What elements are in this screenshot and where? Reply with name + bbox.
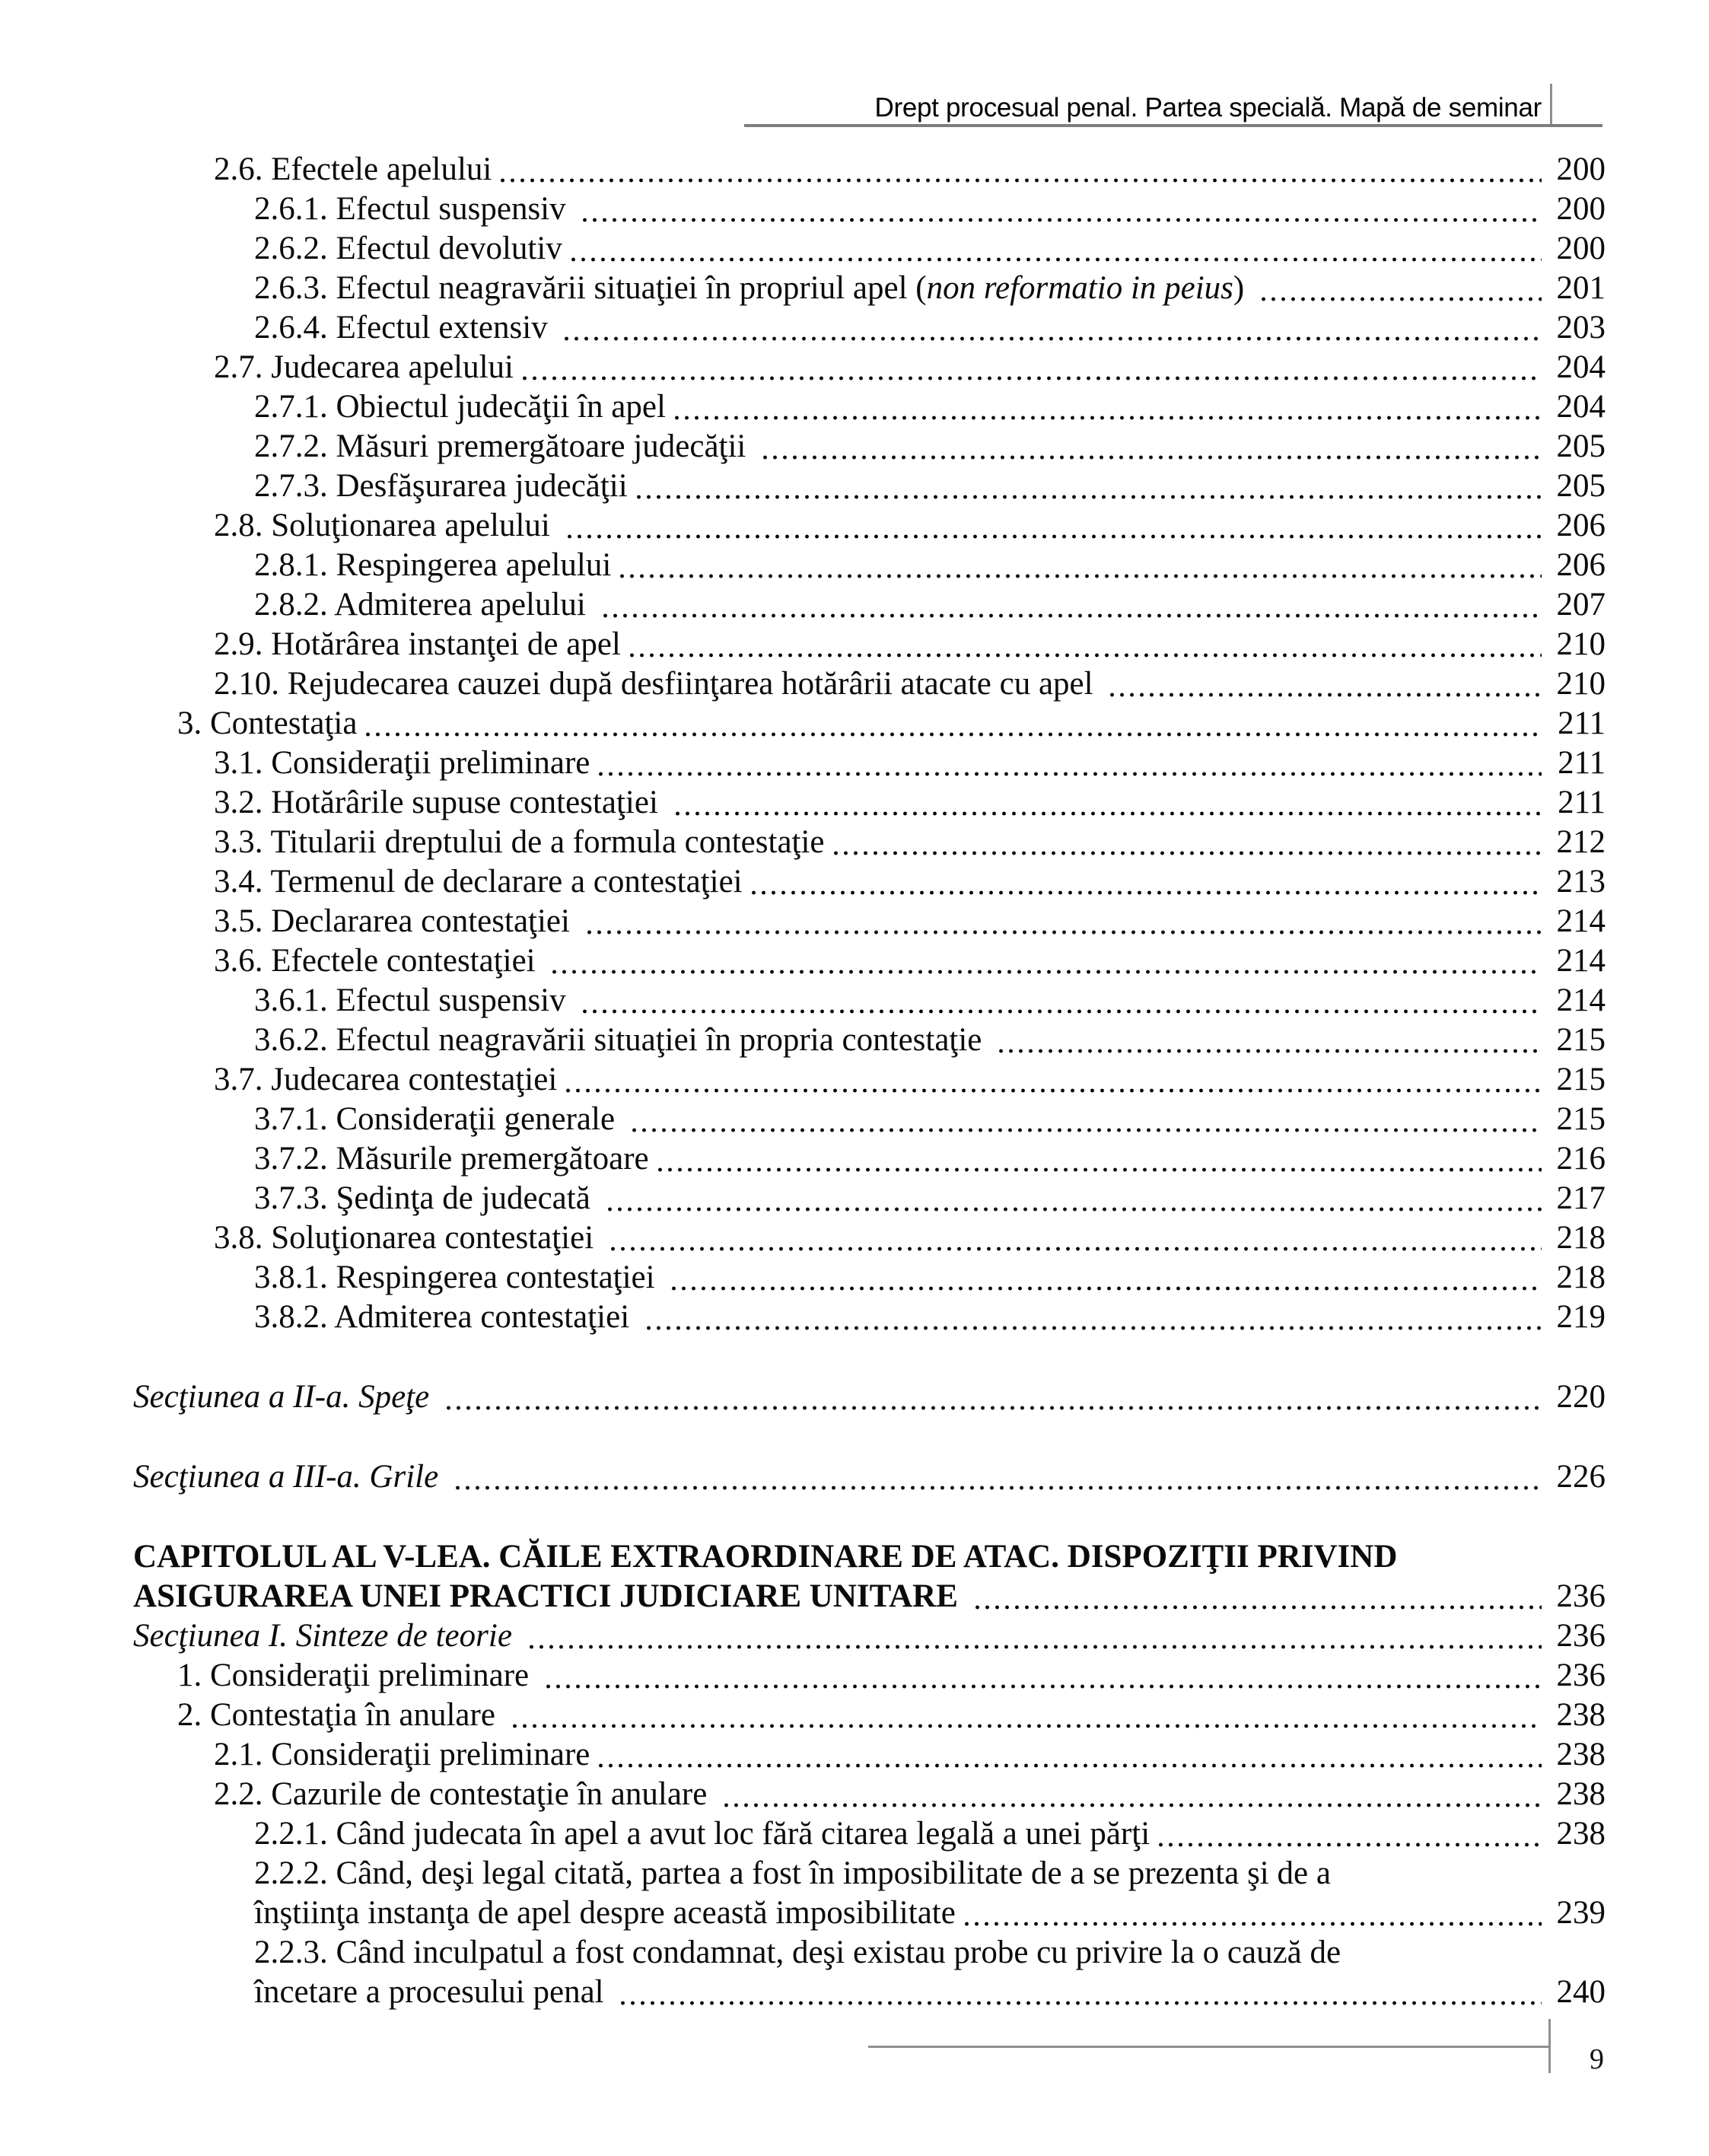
toc-entry bbox=[0, 1933, 1606, 1973]
toc-entry-text: Secţiunea a II-a. Speţe bbox=[133, 1379, 438, 1415]
toc-entry bbox=[0, 744, 1606, 783]
toc-entry-page: 226 bbox=[1556, 1459, 1606, 1495]
toc-entry-text: 2.6.4. Efectul extensiv bbox=[254, 310, 556, 346]
toc-entry-page: 210 bbox=[1556, 666, 1606, 702]
dot-leader bbox=[568, 257, 1542, 262]
toc-entry bbox=[0, 427, 1606, 467]
toc-entry-text: 2.6.1. Efectul suspensiv bbox=[254, 191, 574, 227]
dot-leader bbox=[644, 1326, 1542, 1330]
dot-leader bbox=[629, 1128, 1542, 1132]
dot-leader bbox=[498, 178, 1542, 183]
toc-entry bbox=[0, 467, 1606, 506]
toc-entry-text: 2.6.3. Efectul neagravării situaţiei în propriul apel (non reformatio in peius) bbox=[254, 270, 1252, 306]
dot-leader bbox=[972, 1605, 1542, 1610]
dot-leader bbox=[565, 534, 1542, 539]
toc-entry-page: 217 bbox=[1556, 1180, 1606, 1216]
toc-entry bbox=[0, 387, 1606, 427]
dot-leader bbox=[617, 574, 1542, 578]
toc-entry bbox=[0, 1893, 1606, 1933]
toc-entry-text: 3.2. Hotărârile supuse contestaţiei bbox=[214, 785, 667, 820]
toc-entry-text: 2.1. Consideraţii preliminare bbox=[214, 1737, 590, 1772]
toc-entry-text: 2.7. Judecarea apelului bbox=[214, 349, 514, 385]
footer-tick-mark bbox=[1548, 2019, 1551, 2073]
toc-entry-text: încetare a procesului penal bbox=[254, 1974, 613, 2010]
toc-entry bbox=[0, 1021, 1606, 1060]
toc-entry-text: Secţiunea a III-a. Grile bbox=[133, 1459, 447, 1495]
toc-entry-page: 236 bbox=[1556, 1578, 1606, 1614]
toc-entry bbox=[0, 1218, 1606, 1258]
toc-entry-text: 3. Contestaţia bbox=[177, 705, 358, 741]
toc-entry bbox=[0, 1735, 1606, 1775]
toc-entry-page: 201 bbox=[1556, 270, 1606, 306]
toc-entry-text: 2.9. Hotărârea instanţei de apel bbox=[214, 626, 621, 662]
toc-entry-page: 236 bbox=[1556, 1658, 1606, 1693]
toc-entry bbox=[0, 1457, 1606, 1497]
toc-entry-page: 220 bbox=[1556, 1379, 1606, 1415]
dot-leader bbox=[549, 970, 1542, 974]
toc-entry-page: 219 bbox=[1556, 1299, 1606, 1335]
toc-entry bbox=[0, 189, 1606, 229]
dot-leader bbox=[627, 653, 1542, 658]
dot-leader bbox=[584, 930, 1542, 935]
dot-leader bbox=[453, 1486, 1542, 1490]
toc-entry bbox=[0, 902, 1606, 941]
dot-leader bbox=[444, 1406, 1542, 1410]
toc-entry-page: 216 bbox=[1556, 1141, 1606, 1177]
toc-entry-page: 238 bbox=[1556, 1776, 1606, 1812]
dot-leader bbox=[605, 1207, 1542, 1212]
dot-leader bbox=[363, 732, 1542, 737]
toc-entry bbox=[0, 1537, 1606, 1577]
toc-entry bbox=[0, 1377, 1606, 1417]
dot-leader bbox=[655, 1167, 1542, 1172]
toc-entry-page: 205 bbox=[1556, 428, 1606, 464]
dot-leader bbox=[1156, 1842, 1542, 1847]
toc-entry-text: 2.6. Efectele apelului bbox=[214, 151, 492, 187]
toc-entry-page: 214 bbox=[1556, 903, 1606, 939]
toc-entry-text: 2.10. Rejudecarea cauzei după desfiinţarea hotărârii atacate cu apel bbox=[214, 666, 1102, 702]
toc-entry-text: 3.7. Judecarea contestaţiei bbox=[214, 1062, 558, 1097]
toc-entry-text: 3.5. Declararea contestaţiei bbox=[214, 903, 578, 939]
toc-entry-page: 211 bbox=[1558, 745, 1606, 781]
toc-entry-page: 215 bbox=[1556, 1022, 1606, 1058]
toc-entry-text: 2.8. Soluţionarea apelului bbox=[214, 508, 559, 543]
dot-leader bbox=[1259, 297, 1542, 301]
toc-entry-text: 2.7.1. Obiectul judecăţii în apel bbox=[254, 389, 666, 425]
dot-leader bbox=[527, 1645, 1542, 1649]
toc-entry-page: 214 bbox=[1556, 943, 1606, 979]
dot-leader bbox=[520, 376, 1542, 381]
dot-leader bbox=[669, 1286, 1542, 1291]
toc-entry-page: 200 bbox=[1556, 231, 1606, 266]
toc-entry-text: 3.6.1. Efectul suspensiv bbox=[254, 982, 574, 1018]
dot-leader bbox=[563, 1088, 1542, 1093]
toc-entry bbox=[0, 1973, 1606, 2012]
toc-entry-text: 3.7.1. Consideraţii generale bbox=[254, 1101, 623, 1137]
toc-entry-text: Secţiunea I. Sinteze de teorie bbox=[133, 1618, 520, 1654]
page-number: 9 bbox=[1590, 2043, 1604, 2075]
toc-entry-text: 3.8.2. Admiterea contestaţiei bbox=[254, 1299, 638, 1335]
dot-leader bbox=[562, 336, 1542, 341]
toc-entry-text: ASIGURAREA UNEI PRACTICI JUDICIARE UNITARE bbox=[133, 1578, 966, 1614]
dot-leader bbox=[672, 416, 1542, 420]
toc-entry bbox=[0, 1060, 1606, 1100]
toc-entry bbox=[0, 783, 1606, 823]
dot-leader bbox=[543, 1684, 1542, 1689]
toc-entry-text: 2.7.3. Desfăşurarea judecăţii bbox=[254, 468, 628, 504]
toc-entry bbox=[0, 1139, 1606, 1179]
dot-leader bbox=[996, 1049, 1542, 1053]
toc-entry-page: 212 bbox=[1556, 824, 1606, 860]
toc-entry-text: înştiinţa instanţa de apel despre această imposibilitate bbox=[254, 1895, 956, 1931]
dot-leader bbox=[580, 1009, 1542, 1014]
toc-entry-text: 3.7.2. Măsurile premergătoare bbox=[254, 1141, 649, 1177]
toc-entry-page: 218 bbox=[1556, 1260, 1606, 1295]
toc-entry bbox=[0, 981, 1606, 1021]
toc-entry-text: 2.7.2. Măsuri premergătoare judecăţii bbox=[254, 428, 755, 464]
toc-entry-page: 204 bbox=[1556, 349, 1606, 385]
toc-entry-text: CAPITOLUL AL V-LEA. CĂILE EXTRAORDINARE DE ATAC. DISPOZIŢII PRIVIND bbox=[133, 1539, 1398, 1575]
toc-entry-page: 236 bbox=[1556, 1618, 1606, 1654]
toc-entry bbox=[0, 546, 1606, 585]
dot-leader bbox=[580, 218, 1542, 222]
dot-leader bbox=[634, 495, 1542, 499]
toc-entry-page: 204 bbox=[1556, 389, 1606, 425]
toc-entry bbox=[0, 941, 1606, 981]
toc bbox=[0, 150, 1606, 2012]
toc-entry-page: 211 bbox=[1558, 785, 1606, 820]
toc-entry bbox=[0, 1179, 1606, 1218]
toc-entry-text: 2.6.2. Efectul devolutiv bbox=[254, 231, 562, 266]
toc-entry-page: 215 bbox=[1556, 1101, 1606, 1137]
toc-entry-text: 2. Contestaţia în anulare bbox=[177, 1697, 504, 1733]
toc-entry-text: 3.3. Titularii dreptului de a formula contestaţie bbox=[214, 824, 825, 860]
toc-entry-page: 218 bbox=[1556, 1220, 1606, 1256]
toc-entry-page: 205 bbox=[1556, 468, 1606, 504]
toc-entry bbox=[0, 269, 1606, 308]
toc-entry-page: 206 bbox=[1556, 508, 1606, 543]
toc-entry-page: 211 bbox=[1558, 705, 1606, 741]
toc-entry-page: 238 bbox=[1556, 1816, 1606, 1852]
toc-entry-text: 2.2.3. Când inculpatul a fost condamnat, deşi existau probe cu privire la o cauză de bbox=[254, 1935, 1341, 1970]
dot-leader bbox=[962, 1922, 1542, 1926]
toc-entry-page: 206 bbox=[1556, 547, 1606, 583]
dot-leader bbox=[721, 1803, 1542, 1807]
toc-entry-text: 3.8.1. Respingerea contestaţiei bbox=[254, 1260, 664, 1295]
toc-entry-page: 240 bbox=[1556, 1974, 1606, 2010]
dot-leader bbox=[749, 890, 1542, 895]
toc-entry-page: 207 bbox=[1556, 587, 1606, 623]
toc-entry bbox=[0, 1696, 1606, 1735]
toc-entry-page: 238 bbox=[1556, 1737, 1606, 1772]
toc-entry bbox=[0, 1814, 1606, 1854]
dot-leader bbox=[596, 772, 1542, 776]
footer-rule bbox=[868, 2046, 1550, 2048]
toc-entry bbox=[0, 506, 1606, 546]
dot-leader bbox=[608, 1247, 1542, 1251]
toc-entry-page: 210 bbox=[1556, 626, 1606, 662]
toc-entry bbox=[0, 1656, 1606, 1696]
toc-entry bbox=[0, 823, 1606, 862]
toc-entry bbox=[0, 1775, 1606, 1814]
toc-entry bbox=[0, 585, 1606, 625]
toc-entry-page: 200 bbox=[1556, 151, 1606, 187]
toc-entry bbox=[0, 664, 1606, 704]
toc-entry-text: 3.4. Termenul de declarare a contestaţiei bbox=[214, 864, 743, 900]
dot-leader bbox=[618, 2001, 1542, 2005]
dot-leader bbox=[596, 1763, 1542, 1768]
toc-entry bbox=[0, 348, 1606, 387]
toc-entry-page: 214 bbox=[1556, 982, 1606, 1018]
toc-entry bbox=[0, 1577, 1606, 1616]
toc-entry bbox=[0, 625, 1606, 664]
toc-entry-text: 2.8.1. Respingerea apelului bbox=[254, 547, 612, 583]
toc-entry-text: 3.7.3. Şedinţa de judecată bbox=[254, 1180, 599, 1216]
toc-entry-text: 2.8.2. Admiterea apelului bbox=[254, 587, 594, 623]
header-rule bbox=[744, 124, 1602, 127]
toc-entry bbox=[0, 308, 1606, 348]
toc-entry bbox=[0, 1616, 1606, 1656]
toc-entry bbox=[0, 1854, 1606, 1893]
dot-leader bbox=[600, 613, 1542, 618]
dot-leader bbox=[831, 851, 1542, 855]
toc-entry-page: 239 bbox=[1556, 1895, 1606, 1931]
running-header-title: Drept procesual penal. Partea specială. Mapă de seminar bbox=[874, 93, 1542, 123]
toc-entry-text: 1. Consideraţii preliminare bbox=[177, 1658, 537, 1693]
toc-entry-text: 2.2. Cazurile de contestaţie în anulare bbox=[214, 1776, 716, 1812]
toc-entry bbox=[0, 229, 1606, 269]
header-tick-mark bbox=[1550, 84, 1552, 126]
toc-entry bbox=[0, 1298, 1606, 1337]
toc-entry-page: 215 bbox=[1556, 1062, 1606, 1097]
toc-entry-text: 3.8. Soluţionarea contestaţiei bbox=[214, 1220, 602, 1256]
toc-entry-text: 2.2.2. Când, deşi legal citată, partea a fost în imposibilitate de a se prezenta şi de a bbox=[254, 1855, 1331, 1891]
toc-entry-text: 2.2.1. Când judecata în apel a avut loc fără citarea legală a unei părţi bbox=[254, 1816, 1150, 1852]
dot-leader bbox=[1107, 693, 1542, 697]
toc-entry-text: 3.6.2. Efectul neagravării situaţiei în propria contestaţie bbox=[254, 1022, 991, 1058]
toc-entry-text: 3.1. Consideraţii preliminare bbox=[214, 745, 590, 781]
dot-leader bbox=[673, 811, 1542, 816]
toc-entry bbox=[0, 862, 1606, 902]
dot-leader bbox=[760, 455, 1542, 460]
toc-entry-page: 200 bbox=[1556, 191, 1606, 227]
toc-entry bbox=[0, 1100, 1606, 1139]
toc-entry-page: 203 bbox=[1556, 310, 1606, 346]
toc-entry bbox=[0, 704, 1606, 744]
toc-entry-page: 213 bbox=[1556, 864, 1606, 900]
dot-leader bbox=[510, 1724, 1542, 1728]
toc-entry-text: 3.6. Efectele contestaţiei bbox=[214, 943, 544, 979]
toc-entry bbox=[0, 150, 1606, 189]
toc-entry bbox=[0, 1258, 1606, 1298]
toc-entry-page: 238 bbox=[1556, 1697, 1606, 1733]
